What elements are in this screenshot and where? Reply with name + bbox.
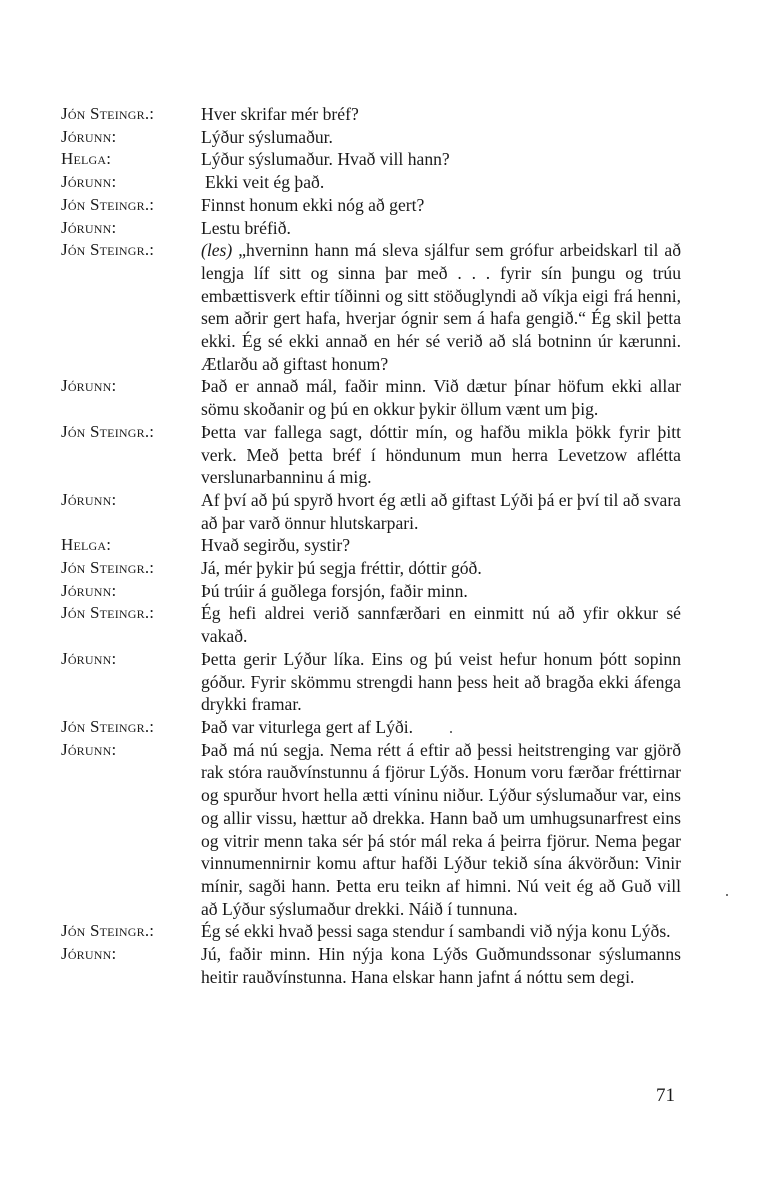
dialogue-turn (61, 171, 681, 194)
speech-text: Ég hefi aldrei verið sannfærðari en einmitt nú að yfir okkur sé vakað. (201, 603, 681, 647)
speech-text: Finnst honum ekki nóg að gert? (201, 194, 425, 215)
dialogue-turn (61, 103, 681, 126)
speech-text: Jú, faðir minn. Hin nýja kona Lýðs Guðmundssonar sýslumanns heitir rauðvínstunna. Hana elskar hann jafnt á nóttu sem degi. (201, 944, 681, 987)
dialogue-turn (61, 648, 681, 716)
speech-text (201, 239, 681, 375)
speech-body: „hverninn hann má sleva sjálfur sem grófur arbeidskarl til að lengja líf sitt og sinna þar með . . . fyrir sín þungu og trúu embættisverk eftir tíðinni og sitt stöðuglyndi að víkja eigi frá henni, sem aðrir gert hafa, hverjar ógnir sem á hafa gengið.“ Ég skil þetta ekki. Ég sé ekki annað en hér sé verið að slá botninn úr kærunni. Ætlarðu að giftast honum? (201, 240, 681, 374)
speech-text: Þetta gerir Lýður líka. Eins og þú veist hefur honum þótt sopinn góður. Fyrir skömmu strengdi hann þess heit að bragða ekki áfenga drykki framar. (201, 648, 681, 715)
speech-text: Ég sé ekki hvað þessi saga stendur í sambandi við nýja konu Lýðs. (201, 921, 671, 942)
speech-text: Það er annað mál, faðir minn. Við dætur þínar höfum ekki allar sömu skoðanir og þú en okkur þykir öllum vænt um þig. (201, 376, 681, 420)
dialogue-turn (61, 126, 681, 149)
speech-text: Lýður sýslumaður. Hvað vill hann? (201, 149, 450, 170)
speaker-name: Jórunn: (61, 376, 117, 396)
speech-text: Hvað segirðu, systir? (201, 535, 351, 556)
scan-speck (726, 894, 728, 896)
speech-text: Já, mér þykir þú segja fréttir, dóttir góð. (201, 558, 482, 579)
dialogue-turn (61, 148, 681, 171)
stage-direction: (les) (201, 240, 233, 261)
speaker-name: Jón Steingr.: (61, 921, 155, 941)
speech-text: Ekki veit ég það. (205, 172, 325, 193)
dialogue-turn (61, 602, 681, 647)
speaker-name: Jórunn: (61, 648, 117, 668)
dialogue-turn (61, 217, 681, 240)
speaker-name: Jón Steingr.: (61, 716, 155, 736)
scan-speck (450, 731, 452, 733)
speaker-name: Helga: (61, 149, 112, 169)
speech-text: Lestu bréfið. (201, 217, 291, 238)
dialogue-turn (61, 489, 681, 534)
dialogue-turn (61, 920, 681, 943)
speaker-name: Jón Steingr.: (61, 558, 155, 578)
dialogue-turn (61, 239, 681, 375)
speaker-name: Jón Steingr.: (61, 240, 155, 260)
speaker-name: Jórunn: (61, 126, 117, 146)
speaker-name: Jórunn: (61, 580, 117, 600)
page-number: 71 (656, 1085, 675, 1106)
dialogue-turn (61, 194, 681, 217)
speaker-name: Jórunn: (61, 217, 117, 237)
dialogue-turn (61, 421, 681, 489)
speech-text: Það var viturlega gert af Lýði. (201, 716, 414, 737)
play-dialogue (61, 103, 681, 988)
speech-text: Hver skrifar mér bréf? (201, 104, 359, 124)
speaker-name: Jórunn: (61, 739, 117, 759)
speaker-name: Jórunn: (61, 944, 117, 964)
speech-text: Lýður sýslumaður. (201, 126, 333, 147)
speaker-name: Jón Steingr.: (61, 421, 155, 441)
dialogue-turn (61, 557, 681, 580)
dialogue-turn (61, 739, 681, 921)
speech-text: Þetta var fallega sagt, dóttir mín, og hafðu mikla þökk fyrir þitt verk. Með þetta bréf í höndunum mun herra Levetzow aflétta verslunarbanninu á mig. (201, 421, 681, 488)
speech-text: Það má nú segja. Nema rétt á eftir að þessi heitstrenging var gjörð rak stóra rauðvínstunnu á fjörur Lýðs. Honum voru færðar fréttirnar og spurður hvort hella ætti víninu niður. Lýður sýslumaður var, eins og allir vissu, hættur að drekka. Hann bað um umhugsunarfrest eins og vitrir menn taka sér þá stór mál reka á þeirra fjörur. Nema þegar vinnumennirnir komu aftur hafði Lýður tekið sína ákvörðun: Vinir mínir, sagði hann. Þetta eru teikn af himni. Nú veit ég að Guð vill að Lýður sýslumaður drekki. Náið í tunnuna. (201, 739, 681, 919)
speech-text: Af því að þú spyrð hvort ég ætli að giftast Lýði þá er því til að svara að þar varð önnur hlutskarpari. (201, 489, 681, 533)
dialogue-turn (61, 716, 681, 739)
speaker-name: Jórunn: (61, 489, 117, 509)
dialogue-turn (61, 943, 681, 988)
speech-text: Þú trúir á guðlega forsjón, faðir minn. (201, 580, 468, 601)
dialogue-turn (61, 375, 681, 420)
speaker-name: Helga: (61, 535, 112, 555)
speaker-name: Jón Steingr.: (61, 194, 155, 214)
speaker-name: Jórunn: (61, 172, 117, 192)
dialogue-turn (61, 534, 681, 557)
speaker-name: Jón Steingr.: (61, 603, 155, 623)
dialogue-turn (61, 580, 681, 603)
speaker-name: Jón Steingr.: (61, 104, 155, 123)
